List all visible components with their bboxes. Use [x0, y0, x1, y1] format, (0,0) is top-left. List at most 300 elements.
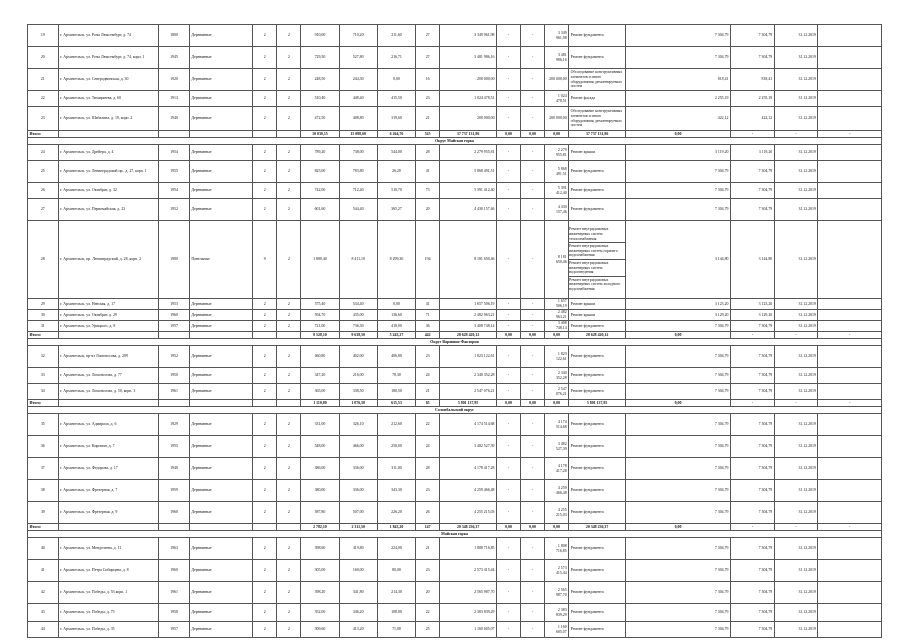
table-cell: 601,60 [301, 199, 339, 221]
total-cell: 0,00 [545, 400, 569, 407]
total-cell: 5 801 137,95 [569, 400, 626, 407]
table-cell: 40 [28, 538, 59, 560]
table-cell: 415,50 [377, 91, 415, 107]
table-cell: 2 [277, 604, 301, 622]
work-type-item: Ремонт внутридомовых инженерных систем водоотведения [569, 260, 625, 277]
table-cell: 2 [253, 91, 277, 107]
table-cell: 22 [416, 414, 440, 436]
table-cell: 1954 [159, 145, 190, 161]
table-cell: - [521, 199, 545, 221]
total-cell: 0,00 [521, 524, 545, 531]
table-cell: 2 [277, 91, 301, 107]
table-cell: 73 [416, 183, 440, 199]
table-cell: 21 [28, 69, 59, 91]
table-cell: 466,00 [339, 436, 377, 458]
total-cell: 0,00 [545, 131, 569, 138]
table-row [28, 622, 882, 638]
table-cell: 1913 [159, 91, 190, 107]
table-cell: 224,00 [377, 538, 415, 560]
table-cell: 7 304,79 [730, 458, 774, 480]
table-cell: 413,20 [339, 622, 377, 638]
table-cell: 23 [416, 480, 440, 502]
total-cell: - [818, 332, 882, 339]
table-cell: 422,12 [626, 107, 731, 131]
table-cell: 31.12.2019 [774, 91, 818, 107]
table-cell: 2 [253, 310, 277, 321]
table-cell: 2 573 415,44 [545, 560, 569, 582]
total-cell: 5 801 137,95 [440, 400, 497, 407]
table-cell: 2 482 963,21 [545, 310, 569, 321]
table-cell: 1963 [159, 538, 190, 560]
table-cell: 818,41 [626, 69, 731, 91]
table-cell: 41 [416, 161, 440, 183]
table-cell: Деревянные [189, 25, 252, 47]
table-cell: г. Архангельск, пр. Ленинградский, д. 28, корп. 2 [58, 221, 159, 299]
table-cell: 7 304,79 [626, 161, 731, 183]
table-cell: 309,60 [301, 622, 339, 638]
table-cell: Деревянные [189, 47, 252, 69]
table-cell: 8 181 650,46 [440, 221, 497, 299]
table-cell: 7 304,79 [730, 414, 774, 436]
table-cell: Ремонт фундамента [569, 368, 626, 384]
table-cell: 352,00 [301, 604, 339, 622]
table-cell: 7 304,79 [730, 604, 774, 622]
total-label: Итого: [28, 524, 59, 531]
table-cell: 1920 [159, 69, 190, 91]
total-cell [58, 400, 159, 407]
table-cell: 398,60 [301, 538, 339, 560]
table-cell: 31.12.2019 [774, 414, 818, 436]
table-cell: Ремонт фундамента [569, 183, 626, 199]
table-cell: 3 129,20 [626, 310, 731, 321]
table-cell: 21 [416, 384, 440, 400]
table-cell: г. Архангельск, ул. Ленинградский пр., д. 27, корп. 1 [58, 161, 159, 183]
total-cell: 65 [416, 400, 440, 407]
table-cell: 31.12.2019 [774, 368, 818, 384]
section-header-row [28, 407, 882, 414]
table-cell: 331,00 [301, 414, 339, 436]
table-cell: Деревянные [189, 199, 252, 221]
table-cell: 31.12.2019 [774, 145, 818, 161]
table-cell: Деревянные [189, 480, 252, 502]
table-cell: - [521, 321, 545, 332]
table-cell: г. Архангельск, ул. Победы, д. 35 [58, 622, 159, 638]
table-cell: 1953 [159, 299, 190, 310]
table-cell: 31.12.2019 [774, 183, 818, 199]
total-cell [189, 524, 252, 531]
table-cell: 36 [416, 321, 440, 332]
table-cell: 343,30 [377, 480, 415, 502]
table-cell: 31.12.2019 [774, 582, 818, 604]
table-cell: 1 657 506,19 [545, 299, 569, 310]
table-cell: 39 [28, 502, 59, 524]
table-cell: Ремонт фундамента [569, 582, 626, 604]
table-cell: 8 181 650,46 [545, 221, 569, 299]
table-cell: Ремонт фундамента [569, 346, 626, 368]
total-cell: 37 737 131,86 [569, 131, 626, 138]
table-cell: г. Архангельск, ул. Невская, д. 17 [58, 299, 159, 310]
table-cell: 2 383 839,29 [545, 604, 569, 622]
table-cell: 3 481 986,16 [440, 47, 497, 69]
table-cell: 5 391 412,40 [440, 183, 497, 199]
total-cell [277, 332, 301, 339]
table-cell: 2 [253, 346, 277, 368]
table-cell: 7 304,79 [626, 321, 731, 332]
table-cell: Ремонт фундамента [569, 199, 626, 221]
table-cell [818, 69, 882, 91]
table-cell: 35 [28, 414, 59, 436]
table-cell: 7 304,79 [626, 480, 731, 502]
table-cell: 2 547 076,21 [545, 384, 569, 400]
table-cell: 575,40 [301, 299, 339, 310]
table-cell: 1954 [159, 183, 190, 199]
table-cell: 2 573 415,44 [440, 560, 497, 582]
table-cell [818, 582, 882, 604]
table-cell: г. Архангельск, ул. Адмирала, д. 6 [58, 414, 159, 436]
table-cell: - [497, 161, 521, 183]
table-cell [818, 604, 882, 622]
work-type-item: Ремонт внутридомовых инженерных систем холодного водоснабжения [569, 277, 621, 291]
table-cell: 1960 [159, 502, 190, 524]
total-cell: 0,00 [497, 131, 521, 138]
table-cell [818, 502, 882, 524]
table-cell: 31.12.2019 [774, 538, 818, 560]
table-cell: 2 [277, 560, 301, 582]
table-cell: 1957 [159, 622, 190, 638]
table-cell: 214,30 [377, 582, 415, 604]
table-cell: - [521, 538, 545, 560]
table-cell: 31.12.2019 [774, 25, 818, 47]
table-cell: 346,20 [339, 604, 377, 622]
table-cell: - [497, 538, 521, 560]
table-cell: г. Архангельск, ул. Северодвинская, д. 30 [58, 69, 159, 91]
table-cell: 1952 [159, 346, 190, 368]
table-cell: 7 304,79 [730, 47, 774, 69]
table-cell: 2 [253, 25, 277, 47]
table-cell: Ремонт фундамента [569, 502, 626, 524]
table-cell: Ремонт фундамента [569, 622, 626, 638]
table-cell: 7 304,79 [730, 321, 774, 332]
table-cell: 341,80 [339, 582, 377, 604]
total-label: Итого: [28, 332, 59, 339]
section-header-row [28, 138, 882, 145]
table-cell: 7 304,79 [730, 436, 774, 458]
table-cell: 2 [253, 69, 277, 91]
table-cell: - [497, 321, 521, 332]
table-cell: 2 547 076,21 [440, 384, 497, 400]
table-cell: - [521, 183, 545, 199]
table-cell: Деревянные [189, 310, 252, 321]
total-cell [189, 332, 252, 339]
table-cell: 2 [277, 199, 301, 221]
total-cell: 8 528,10 [301, 332, 339, 339]
table-cell: - [497, 47, 521, 69]
table-cell: 216,71 [377, 47, 415, 69]
table-cell: 2 [277, 582, 301, 604]
table-cell: 2 [253, 321, 277, 332]
table-cell: 736,30 [339, 321, 377, 332]
table-cell: 34 [28, 384, 59, 400]
table-cell: 31.12.2019 [774, 458, 818, 480]
table-cell: Деревянные [189, 91, 252, 107]
total-cell [277, 131, 301, 138]
table-cell: 21 [416, 538, 440, 560]
table-cell: - [497, 436, 521, 458]
table-cell: 347,20 [301, 368, 339, 384]
table-cell [818, 161, 882, 183]
table-cell: 4 430 157,46 [545, 199, 569, 221]
total-cell: 0,00 [545, 524, 569, 531]
table-cell: 28 [416, 145, 440, 161]
table-cell: 544,00 [377, 145, 415, 161]
table-cell: 1 160 605,07 [440, 622, 497, 638]
table-cell: 3 481 986,16 [545, 47, 569, 69]
table-cell: 7 304,79 [730, 560, 774, 582]
table-cell: 3 123,20 [626, 299, 731, 310]
table-cell: 200 000,00 [545, 69, 569, 91]
table-cell: - [497, 346, 521, 368]
table-cell: 31.12.2019 [774, 480, 818, 502]
table-cell: 42 [28, 582, 59, 604]
table-cell: - [521, 582, 545, 604]
table-cell: 789,20 [301, 145, 339, 161]
table-cell [818, 47, 882, 69]
table-cell: 1 823 122,61 [440, 346, 497, 368]
table-cell: - [497, 560, 521, 582]
table-cell: г. Архангельск, ул. Кирпичн, д. 7 [58, 436, 159, 458]
table-row [28, 480, 882, 502]
table-cell: Ремонт фундамента [569, 47, 626, 69]
table-cell: - [521, 384, 545, 400]
table-cell: 1 823 122,61 [545, 346, 569, 368]
table-cell: 7 304,79 [626, 622, 731, 638]
table-cell: 1 808 716,85 [545, 538, 569, 560]
total-label: Итого: [28, 400, 59, 407]
table-cell: 7 304,79 [730, 25, 774, 47]
total-cell [159, 332, 190, 339]
table-cell: 386,00 [301, 458, 339, 480]
table-cell: - [521, 346, 545, 368]
table-cell: - [521, 91, 545, 107]
total-cell: - [730, 332, 774, 339]
table-cell: - [521, 47, 545, 69]
table-cell: 194 [416, 221, 440, 299]
total-cell: 9 638,50 [339, 332, 377, 339]
total-cell: 2 782,10 [301, 524, 339, 531]
table-row [28, 183, 882, 199]
table-cell: 20 [28, 47, 59, 69]
table-cell: - [521, 25, 545, 47]
table-cell: 248,50 [301, 69, 339, 91]
table-body [28, 25, 882, 638]
table-cell: 32 [28, 346, 59, 368]
table-row [28, 221, 882, 299]
table-cell: 2 255,19 [626, 91, 731, 107]
total-cell: 615,53 [377, 400, 415, 407]
table-cell: Деревянные [189, 414, 252, 436]
table-cell: 160,00 [339, 560, 377, 582]
table-cell: Ремонт фундамента [569, 321, 626, 332]
table-cell: - [497, 368, 521, 384]
table-cell: 23 [416, 346, 440, 368]
table-cell [818, 368, 882, 384]
table-cell: 38 [28, 480, 59, 502]
table-cell: 212,60 [377, 414, 415, 436]
table-cell: 7 304,79 [730, 480, 774, 502]
total-cell: 0,00 [545, 332, 569, 339]
table-cell [818, 414, 882, 436]
table-cell: г. Архангельск, пр-кт Ломоносова, д. 209 [58, 346, 159, 368]
table-row [28, 107, 882, 131]
section-title: Майская горка [28, 531, 882, 538]
table-row [28, 604, 882, 622]
table-cell: 2 340 352,28 [545, 368, 569, 384]
total-cell [159, 524, 190, 531]
table-cell: 200 000,00 [440, 107, 497, 131]
table-cell: Ремонт крыши [569, 310, 626, 321]
table-cell: 33 [28, 368, 59, 384]
table-row [28, 47, 882, 69]
total-cell: 0,00 [497, 524, 521, 531]
table-row [28, 299, 882, 310]
table-cell: 7 304,79 [626, 502, 731, 524]
table-cell: 4 430 157,46 [440, 199, 497, 221]
table-cell: 22 [28, 91, 59, 107]
table-cell: 27 [416, 25, 440, 47]
table-cell [818, 346, 882, 368]
table-cell: 1940 [159, 458, 190, 480]
table-cell: г. Архангельск, ул. Тимирязева, д. 60 [58, 91, 159, 107]
table-cell: - [521, 221, 545, 299]
table-cell: 7 304,79 [626, 199, 731, 221]
table-cell: 25 [28, 161, 59, 183]
table-cell: 31.12.2019 [774, 560, 818, 582]
table-cell: Деревянные [189, 560, 252, 582]
table-cell: 365,27 [377, 199, 415, 221]
table-cell: Деревянные [189, 582, 252, 604]
table-cell: 305,00 [301, 560, 339, 582]
total-cell [277, 524, 301, 531]
table-cell: 108,00 [377, 604, 415, 622]
table-row [28, 502, 882, 524]
table-cell: 244,30 [339, 69, 377, 91]
table-cell: 31.12.2019 [774, 310, 818, 321]
table-row [28, 458, 882, 480]
table-cell: г. Архангельск, ул. Урицкого, д. 8 [58, 321, 159, 332]
table-cell: - [497, 183, 521, 199]
total-cell: 0,00 [497, 400, 521, 407]
total-cell [189, 131, 252, 138]
table-cell: 587,80 [301, 502, 339, 524]
table-cell: - [497, 299, 521, 310]
total-cell: 0,00 [626, 400, 731, 407]
table-cell: 1 808 716,85 [440, 538, 497, 560]
table-cell: 1957 [159, 321, 190, 332]
table-cell: г. Архангельск, ул. Розы Люксембург, д. 74 [58, 25, 159, 47]
table-cell: 3 482 527,39 [440, 436, 497, 458]
table-cell: 20 [416, 582, 440, 604]
table-cell: 2 [253, 458, 277, 480]
table-cell: 326,10 [339, 414, 377, 436]
table-cell: Ремонт крыши [569, 299, 626, 310]
table-cell: Обследование конструктивных элементов и иного оборудования, ремонтируемых систем [569, 107, 626, 131]
table-row [28, 199, 882, 221]
table-cell: Ремонт фундамента [569, 25, 626, 47]
table-cell: 721,00 [301, 321, 339, 332]
table-cell: 435,00 [339, 310, 377, 321]
table-cell: 2 482 963,21 [440, 310, 497, 321]
table-cell: 7 304,79 [626, 384, 731, 400]
table-cell: 7 304,79 [626, 346, 731, 368]
table-cell: г. Архангельск, ул. Менделеева, д. 11 [58, 538, 159, 560]
table-cell: 1 880,40 [301, 221, 339, 299]
table-cell: 2 [277, 384, 301, 400]
table-cell: Деревянные [189, 368, 252, 384]
table-cell: 7 304,79 [626, 582, 731, 604]
table-cell: 1800 [159, 25, 190, 47]
table-cell: 71,00 [377, 622, 415, 638]
table-cell: 510,40 [301, 91, 339, 107]
table-cell: 31.12.2019 [774, 221, 818, 299]
table-cell: 44 [28, 622, 59, 638]
table-cell: 23 [28, 107, 59, 131]
table-cell: г. Архангельск, ул. Петра Сибирцева, д. 8 [58, 560, 159, 582]
table-cell: 548,00 [301, 436, 339, 458]
table-cell: 0,00 [377, 69, 415, 91]
table-cell: 742,00 [301, 183, 339, 199]
table-cell: 29 [28, 299, 59, 310]
table-cell: 31.12.2019 [774, 199, 818, 221]
table-cell: 1960 [159, 310, 190, 321]
table-cell: 78,30 [377, 368, 415, 384]
table-cell: - [497, 604, 521, 622]
table-cell: 1960 [159, 560, 190, 582]
table-cell: 41 [28, 560, 59, 582]
section-title: Соломбальский округ [28, 407, 882, 414]
table-cell: 3 349 961,98 [545, 25, 569, 47]
table-cell: - [521, 436, 545, 458]
table-cell: 2 [253, 538, 277, 560]
table-cell: 910,00 [301, 25, 339, 47]
table-cell: - [497, 199, 521, 221]
table-cell: Ремонт фундамента [569, 560, 626, 582]
table-cell: 2 [277, 183, 301, 199]
table-cell: 3 129,20 [730, 310, 774, 321]
table-cell: 2 279 955,81 [440, 145, 497, 161]
total-cell [159, 400, 190, 407]
table-cell: 1961 [159, 582, 190, 604]
table-cell: - [497, 582, 521, 604]
table-cell: 28 [416, 458, 440, 480]
table-cell: - [497, 25, 521, 47]
table-cell: 5 868 491,51 [545, 161, 569, 183]
table-cell: - [521, 604, 545, 622]
table-cell: 1955 [159, 436, 190, 458]
table-cell: - [521, 145, 545, 161]
table-cell: 7 304,79 [626, 538, 731, 560]
table-cell: 2 [253, 145, 277, 161]
table-cell [818, 310, 882, 321]
table-cell: г. Архангельск, ул. Федорова, д. 17 [58, 458, 159, 480]
section-header-row [28, 339, 882, 346]
table-cell: 1955 [159, 161, 190, 183]
table-cell: 1945 [159, 47, 190, 69]
table-cell: 31 [28, 321, 59, 332]
total-cell [253, 524, 277, 531]
table-cell: 31.12.2019 [774, 436, 818, 458]
total-cell: - [818, 524, 882, 531]
table-cell: 0,00 [377, 299, 415, 310]
